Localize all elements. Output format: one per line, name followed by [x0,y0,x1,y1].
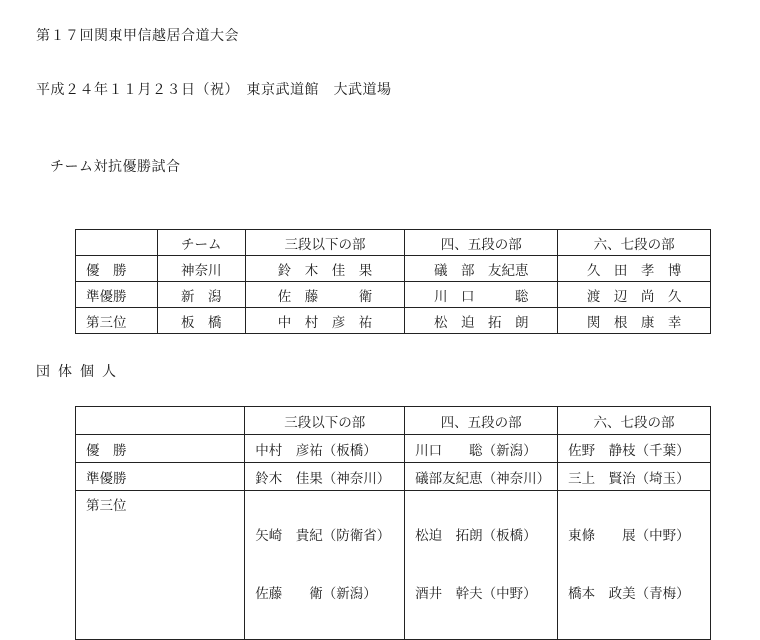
document-title: 第１７回関東甲信越居合道大会 [36,28,239,44]
header-cell: 三段以下の部 [245,407,405,435]
header-cell: 三段以下の部 [245,230,405,256]
event-date-venue: 平成２４年１１月２３日（祝） 東京武道館 大武道場 [36,82,392,98]
name-cell: 渡 辺 尚 久 [558,282,711,308]
header-cell: チーム [157,230,245,256]
name-line: 矢崎 貴紀（防衛省） [255,528,391,544]
name-cell: 佐 藤 衛 [245,282,405,308]
team-results-table [75,229,711,334]
name-cell: 礒 部 友紀恵 [405,256,558,282]
team-cell: 新 潟 [157,282,245,308]
name-cell: 関 根 康 幸 [558,308,711,334]
header-cell: 四、五段の部 [405,407,558,435]
header-cell [76,230,158,256]
table-row [76,256,711,282]
name-cell: 中村 彦祐（板橋） [245,435,405,463]
individual-section-heading: 団体個人 [36,364,124,380]
name-cell: 川 口 聡 [405,282,558,308]
name-cell: 鈴木 佳果（神奈川） [245,463,405,491]
name-cell: 久 田 孝 博 [558,256,711,282]
team-cell: 神奈川 [157,256,245,282]
name-cell: 鈴 木 佳 果 [245,256,405,282]
name-line: 東條 展（中野） [568,528,690,544]
name-line: 橋本 政美（青梅） [568,586,690,602]
table-row [76,463,711,491]
team-section-heading: チーム対抗優勝試合 [50,159,181,175]
name-cell: 松 迫 拓 朗 [405,308,558,334]
name-cell [558,491,711,640]
table-row [76,282,711,308]
header-cell [76,407,245,435]
name-line: 酒井 幹夫（中野） [415,586,537,602]
name-cell: 中 村 彦 祐 [245,308,405,334]
individual-results-table [75,406,711,640]
rank-cell: 優 勝 [76,435,245,463]
name-cell [405,491,558,640]
team-cell: 板 橋 [157,308,245,334]
rank-cell: 準優勝 [76,282,158,308]
table-row [76,308,711,334]
name-cell: 佐野 静枝（千葉） [558,435,711,463]
table-row [76,435,711,463]
name-cell [245,491,405,640]
name-cell: 礒部友紀恵（神奈川） [405,463,558,491]
header-cell: 四、五段の部 [405,230,558,256]
header-cell: 六、七段の部 [558,230,711,256]
rank-cell: 優 勝 [76,256,158,282]
rank-cell: 準優勝 [76,463,245,491]
rank-cell: 第三位 [76,491,245,640]
table-header-row [76,230,711,256]
table-header-row [76,407,711,435]
table-row [76,491,711,640]
rank-cell: 第三位 [76,308,158,334]
name-cell: 川口 聡（新潟） [405,435,558,463]
header-cell: 六、七段の部 [558,407,711,435]
name-cell: 三上 賢治（埼玉） [558,463,711,491]
name-line: 松迫 拓朗（板橋） [415,528,537,544]
name-line: 佐藤 衛（新潟） [255,586,377,602]
